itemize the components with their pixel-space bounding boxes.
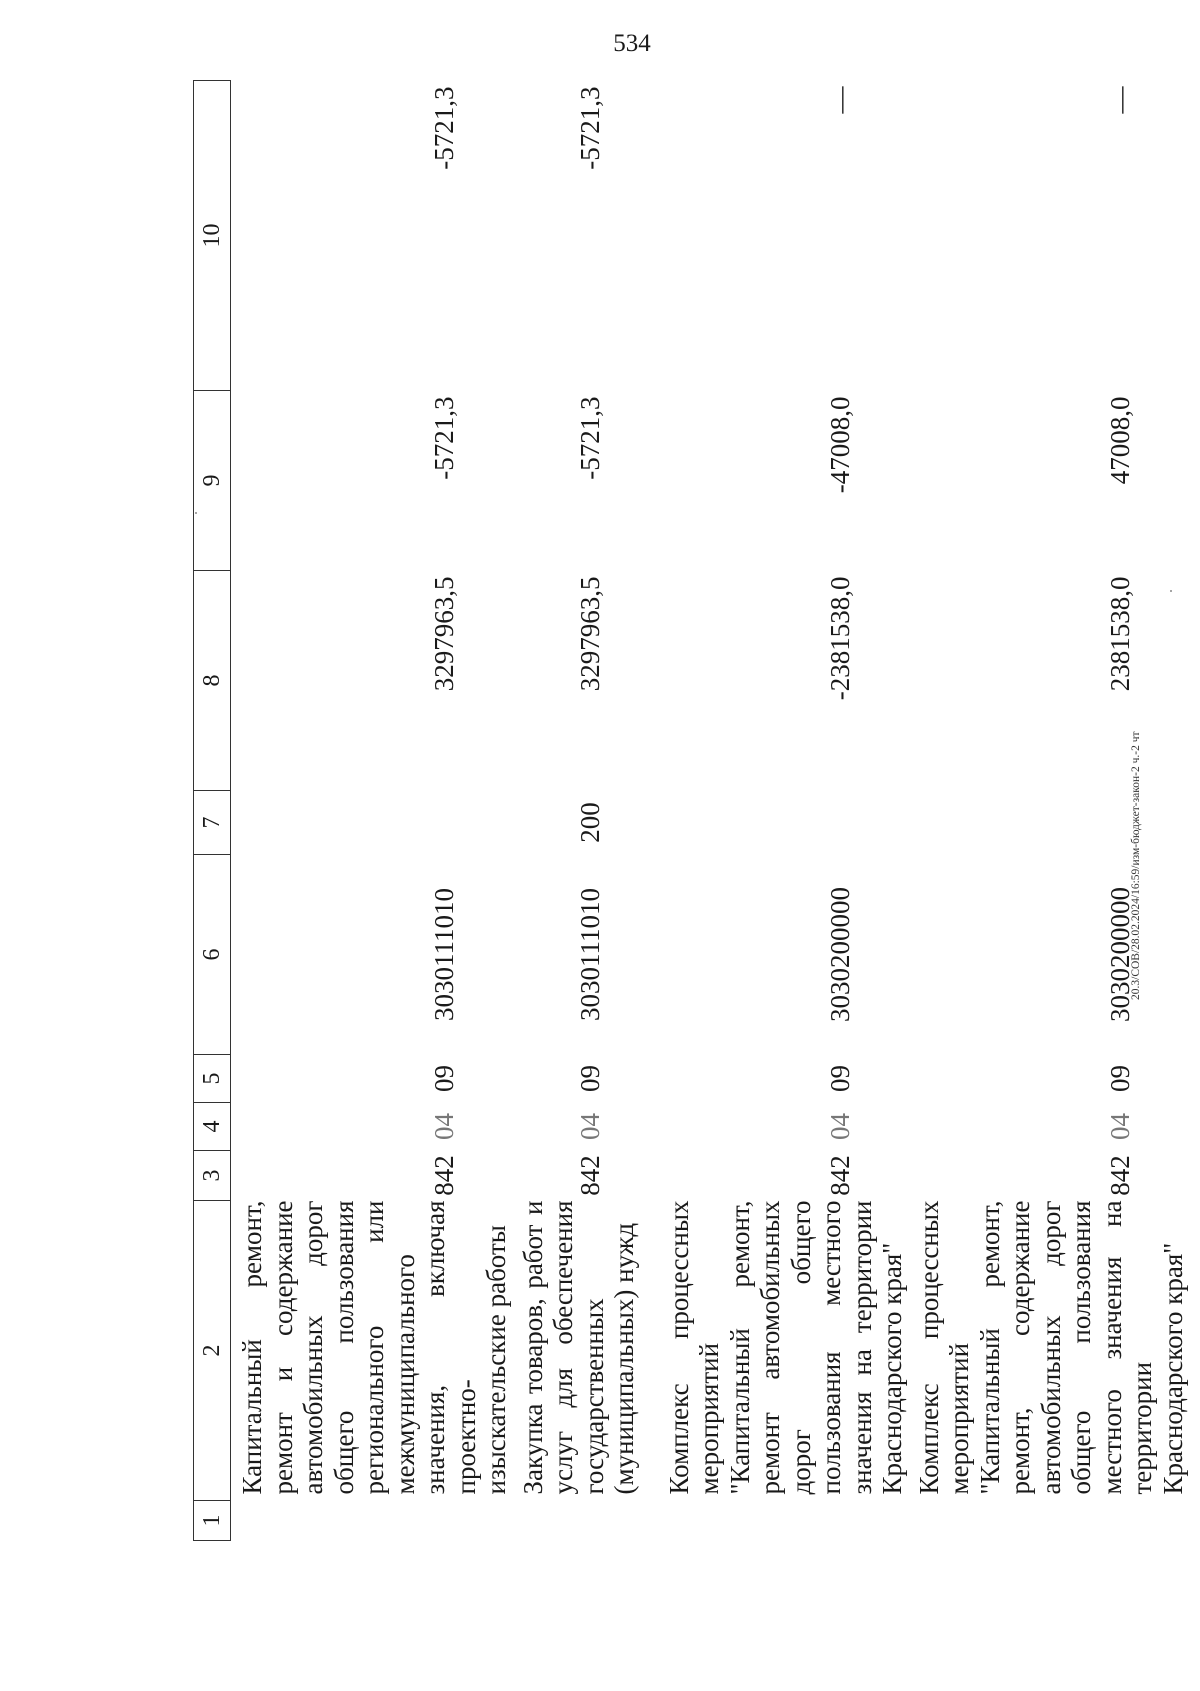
cell-c7	[658, 791, 908, 855]
budget-table	[193, 80, 1188, 1541]
cell-c9: -47008,0	[824, 396, 855, 494]
col-header-8: 8	[194, 571, 231, 791]
cell-c5: 09	[824, 1065, 855, 1092]
page-number: 534	[613, 30, 651, 57]
cell-c9: 47008,0	[1105, 396, 1135, 485]
cell-description: Комплекс процессных мероприятий "Капитальный ремонт, ремонт автомобильных дорог общего пользования местного значения на территории Краснодарского края"	[663, 1200, 907, 1495]
col-header-9: 9	[194, 391, 231, 571]
cell-c4: 04	[1105, 1113, 1135, 1140]
table-row	[658, 81, 908, 1541]
cell-c10: —	[1105, 86, 1135, 114]
cell-c3: 842	[574, 1155, 605, 1196]
table-header-row	[194, 81, 231, 1541]
cell-c4: 04	[824, 1113, 855, 1140]
col-header-5: 5	[194, 1055, 231, 1103]
cell-c3: 842	[428, 1155, 459, 1196]
col-header-4: 4	[194, 1103, 231, 1151]
cell-c6: 3030111010	[428, 888, 459, 1021]
cell-c1	[658, 1501, 908, 1541]
cell-c1	[908, 1501, 1189, 1541]
cell-c5: 09	[574, 1065, 605, 1092]
cell-description: Капитальный ремонт, ремонт и содержание автомобильных дорог общего пользования регионального или межмуниципального значения, включая проектно-изыскательские работы	[237, 1200, 511, 1495]
cell-c8: 2381538,0	[1105, 576, 1135, 692]
scan-speck	[195, 512, 197, 514]
cell-c3: 842	[824, 1155, 855, 1196]
scan-speck	[1170, 590, 1172, 592]
col-header-10: 10	[194, 81, 231, 391]
cell-description: Закупка товаров, работ и услуг для обеспечения государственных (муниципальных) нужд	[517, 1200, 639, 1495]
document-stamp: 20.3/СОВ/28.02.2024/16:59/изм-бюджет-закон-2 ч.-2 чт	[1130, 731, 1142, 1000]
cell-c8: 3297963,5	[428, 576, 459, 692]
cell-c1	[231, 1501, 512, 1541]
table-row	[512, 81, 658, 1541]
cell-c7	[908, 791, 1189, 855]
col-header-3: 3	[194, 1151, 231, 1201]
col-header-6: 6	[194, 855, 231, 1055]
cell-c8: 3297963,5	[574, 576, 605, 692]
cell-c10: -5721,3	[574, 86, 605, 170]
table-row	[908, 81, 1189, 1541]
cell-c4: 04	[574, 1113, 605, 1140]
cell-c6: 3030200000	[1105, 887, 1135, 1022]
cell-c9: -5721,3	[574, 396, 605, 480]
cell-c3: 842	[1105, 1155, 1135, 1196]
col-header-1: 1	[194, 1501, 231, 1541]
cell-c7	[231, 791, 512, 855]
cell-description: Комплекс процессных мероприятий "Капитальный ремонт, ремонт, содержание автомобильных дорог общего пользования местного значения на территории Краснодарского края"	[913, 1200, 1188, 1495]
cell-c6: 3030111010	[574, 888, 605, 1021]
cell-c8: -2381538,0	[824, 576, 855, 701]
cell-c1	[512, 1501, 658, 1541]
col-header-7: 7	[194, 791, 231, 855]
cell-c10: —	[824, 86, 855, 114]
cell-c4: 04	[428, 1113, 459, 1140]
cell-c7: 200	[574, 802, 605, 843]
cell-c9: -5721,3	[428, 396, 459, 480]
cell-c5: 09	[1105, 1065, 1135, 1092]
table-row	[231, 81, 512, 1541]
cell-c5: 09	[428, 1065, 459, 1092]
cell-c10: -5721,3	[428, 86, 459, 170]
col-header-2: 2	[194, 1201, 231, 1501]
cell-c6: 3030200000	[824, 887, 855, 1022]
